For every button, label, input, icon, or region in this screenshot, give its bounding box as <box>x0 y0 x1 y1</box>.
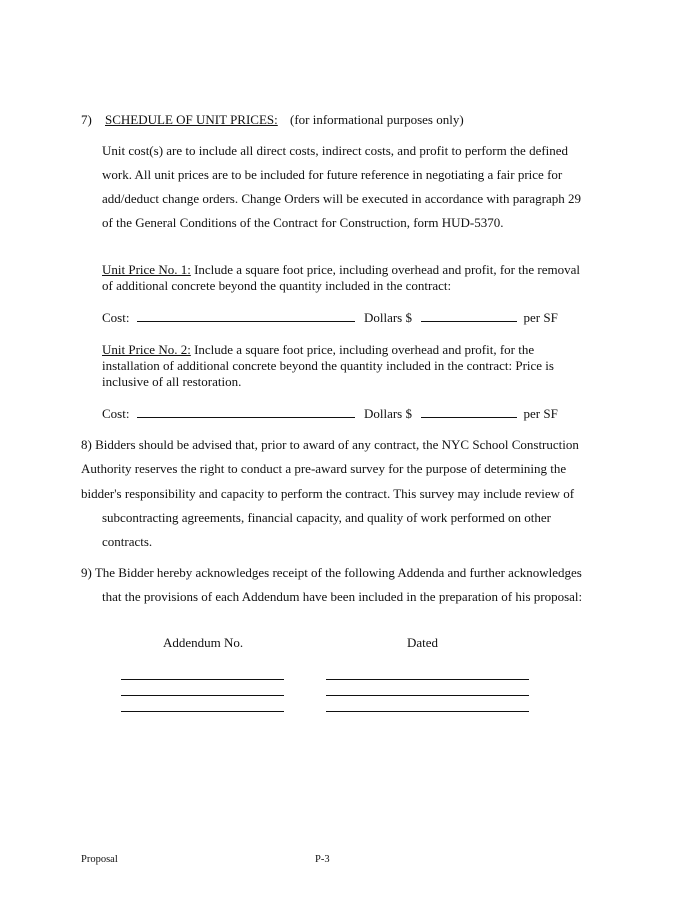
dollars-amount-field[interactable] <box>421 406 517 418</box>
unit-price-2-cost-row <box>102 406 558 422</box>
addendum-number-field[interactable] <box>121 695 284 696</box>
addendum-no-header: Addendum No. <box>163 635 244 650</box>
dollars-label: Dollars $ <box>363 310 412 325</box>
paragraph-line: 8) Bidders should be advised that, prior to award of any contract, the NYC School Construction <box>81 437 579 452</box>
section-7-heading: SCHEDULE OF UNIT PRICES: <box>105 112 278 127</box>
addendum-date-field[interactable] <box>326 695 529 696</box>
paragraph-line: bidder's responsibility and capacity to perform the contract. This survey may include review of <box>81 486 575 501</box>
dated-header: Dated <box>407 635 439 650</box>
dollars-label: Dollars $ <box>363 406 412 421</box>
section-7-heading-note: (for informational purposes only) <box>290 112 464 127</box>
page-number: P-3 <box>315 854 330 865</box>
unit-price-1-label: Unit Price No. 1: <box>102 262 191 277</box>
paragraph-line: Authority reserves the right to conduct a pre-award survey for the purpose of determining the <box>81 461 567 476</box>
paragraph-line: work. All unit prices are to be included for future reference in negotiating a fair price for <box>102 167 563 182</box>
paragraph-line: of the General Conditions of the Contract for Construction, form HUD-5370. <box>102 215 504 230</box>
addendum-number-field[interactable] <box>121 679 284 680</box>
cost-label: Cost: <box>102 310 130 325</box>
paragraph-line: that the provisions of each Addendum have been included in the preparation of his proposal: <box>102 589 583 604</box>
unit-price-2-text: Include a square foot price, including overhead and profit, for the <box>190 342 535 357</box>
unit-price-1-line-1 <box>102 262 580 278</box>
cost-text-field[interactable] <box>137 310 355 322</box>
paragraph-line: subcontracting agreements, financial capacity, and quality of work performed on other <box>102 510 551 525</box>
addendum-date-field[interactable] <box>326 679 529 680</box>
paragraph-line: add/deduct change orders. Change Orders will be executed in accordance with paragraph 29 <box>102 191 581 206</box>
dollars-amount-field[interactable] <box>421 310 517 322</box>
paragraph-line: 9) The Bidder hereby acknowledges receipt of the following Addenda and further acknowledges <box>81 565 582 580</box>
unit-price-1-text: Include a square foot price, including overhead and profit, for the removal <box>190 262 580 277</box>
unit-price-1-cost-row <box>102 310 558 326</box>
cost-text-field[interactable] <box>137 406 355 418</box>
unit-price-2-line-3: inclusive of all restoration. <box>102 374 242 389</box>
unit-price-1-line-2: of additional concrete beyond the quantity included in the contract: <box>102 278 452 293</box>
paragraph-line: contracts. <box>102 534 153 549</box>
section-7-number: 7) <box>81 112 92 127</box>
per-sf-label: per SF <box>523 406 558 421</box>
unit-price-2-line-2: installation of additional concrete beyond the quantity included in the contract: Price is <box>102 358 554 373</box>
addendum-number-field[interactable] <box>121 711 284 712</box>
cost-label: Cost: <box>102 406 130 421</box>
unit-price-2-line-1 <box>102 342 534 358</box>
paragraph-line: Unit cost(s) are to include all direct costs, indirect costs, and profit to perform the defined <box>102 143 569 158</box>
footer-left: Proposal <box>81 854 118 865</box>
addendum-date-field[interactable] <box>326 711 529 712</box>
per-sf-label: per SF <box>523 310 558 325</box>
unit-price-2-label: Unit Price No. 2: <box>102 342 191 357</box>
